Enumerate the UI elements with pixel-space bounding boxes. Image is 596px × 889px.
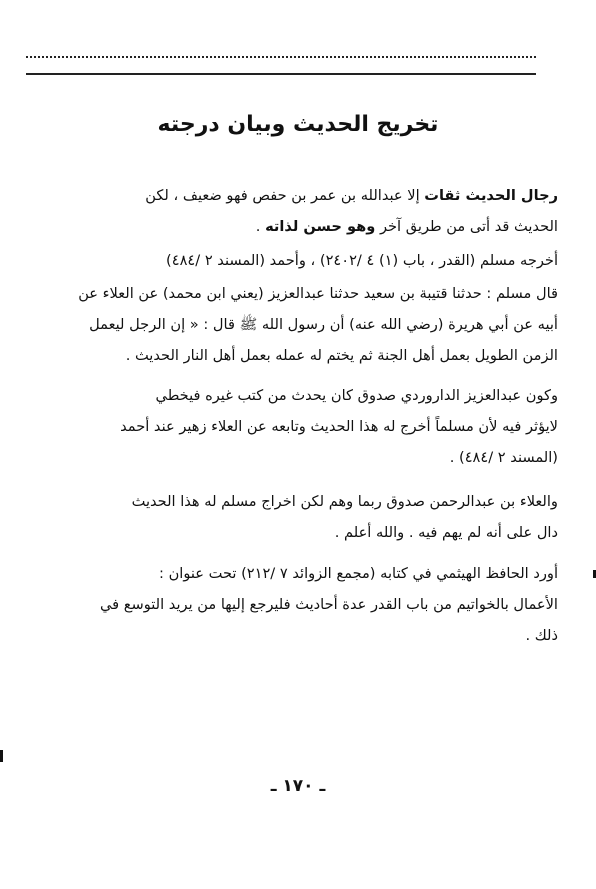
paragraph-line: قال مسلم : حدثنا قتيبة بن سعيد حدثنا عبدالعزيز (يعني ابن محمد) عن العلاء عن [78,285,558,302]
paragraph-line: (المسند ٢ /٤٨٤) . [449,449,558,466]
scan-edge-mark [0,750,3,762]
paragraph-darawardi [36,380,558,473]
paragraph-line: لايؤثر فيه لأن مسلماً أخرج له هذا الحديث وتابعه عن العلاء زهير عند أحمد [120,418,558,435]
paragraph-line: الزمن الطويل بعمل أهل الجنة ثم يختم له عمله بعمل أهل النار الحديث . [125,347,558,364]
page-number: ـ ١٧٠ ـ [270,776,326,796]
paragraph-line [36,211,558,242]
paragraph-line: دال على أنه لم يهم فيه . والله أعلم . [334,524,558,541]
text-run: . [255,218,266,235]
header-dotted-rule [26,56,536,58]
paragraph-line: أورد الحافظ الهيثمي في كتابه (مجمع الزوائد ٧ /٢١٢) تحت عنوان : [159,565,558,582]
paragraph-line: والعلاء بن عبدالرحمن صدوق ربما وهم لكن اخراج مسلم له هذا الحديث [131,493,558,510]
paragraph-narrators [36,180,558,242]
header-solid-rule [26,73,536,75]
section-heading: تخريج الحديث وبيان درجته [157,112,439,137]
paragraph-line: أخرجه مسلم (القدر ، باب (١) ٤ /٢٤٠٢) ، وأحمد (المسند ٢ /٤٨٤) [166,252,558,269]
paragraph-line: أبيه عن أبي هريرة (رضي الله عنه) أن رسول الله ﷺ قال : « إن الرجل ليعمل [89,316,558,333]
text-run: الحديث قد أتى من طريق آخر [375,218,558,235]
bold-phrase: رجال الحديث ثقات [424,187,558,204]
paragraph-muslim-chain [36,278,558,371]
text-run: إلا عبدالله بن عمر بن حفص فهو ضعيف ، لكن [145,187,425,204]
paragraph-line [36,180,558,211]
paragraph-sources [36,245,558,276]
paragraph-line: وكون عبدالعزيز الداروردي صدوق كان يحدث من كتب غيره فيخطي [155,387,558,404]
paragraph-line: ذلك . [525,627,558,644]
paragraph-line: الأعمال بالخواتيم من باب القدر عدة أحاديث فليرجع إليها من يريد التوسع في [99,596,558,613]
paragraph-alaa [36,486,558,548]
bold-phrase: وهو حسن لذاته [265,218,376,235]
paragraph-haythami [36,558,558,651]
